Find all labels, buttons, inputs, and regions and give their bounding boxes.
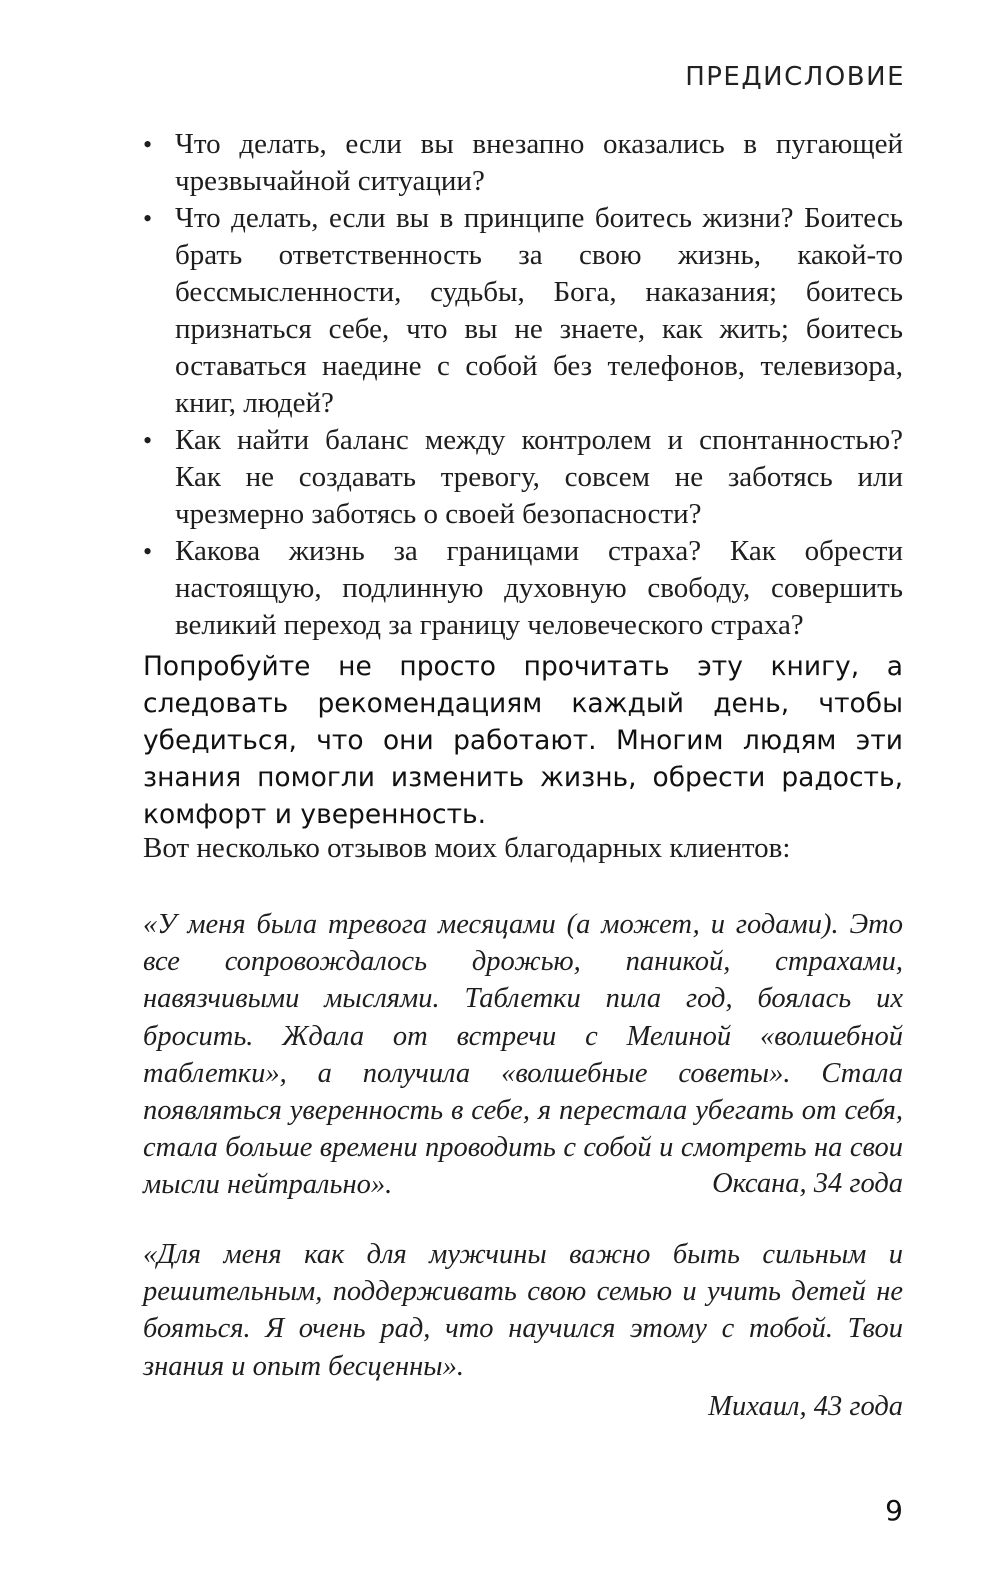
list-item: • Что делать, если вы внезапно оказались в пугающей чрезвычайной ситуации? [143, 126, 903, 200]
testimonial-author: Михаил, 43 года [708, 1391, 903, 1422]
testimonial-author: Оксана, 34 года [712, 1168, 903, 1199]
testimonial-quote: «У меня была тревога месяцами (а может, и годами). Это все сопровождалось дрожью, паникой, страхами, навязчивыми мыслями. Таблетки пила год, боялась их бросить. Ждала от встречи с Мелиной «волшебной таблетки», а получила «волшебные советы». Стала появляться уверенность в себе, я перестала убегать от себя, стала больше времени проводить с собой и смотреть на свои мысли нейтрально». [143, 909, 903, 1201]
list-item: • Как найти баланс между контролем и спонтанностью? Как не создавать тревогу, совсем не заботясь или чрезмерно заботясь о своей безопасности? [143, 422, 903, 533]
page-number: 9 [885, 1494, 903, 1527]
list-item: • Что делать, если вы в принципе боитесь жизни? Боитесь брать ответственность за свою жизнь, какой-то бессмысленности, судьбы, Бога, наказания; боитесь признаться себе, что вы не знаете, как жить; боитесь оставаться наедине с собой без телефонов, телевизора, книг, людей? [143, 200, 903, 422]
callout-paragraph: Попробуйте не просто прочитать эту книгу, а следовать рекомендациям каждый день, чтобы убедиться, что они работают. Многим людям эти знания помогли изменить жизнь, обрести радость, комфорт и уверенность. [143, 651, 903, 830]
running-header: ПРЕДИСЛОВИЕ [685, 62, 905, 92]
question-list [143, 126, 903, 644]
testimonials-intro: Вот несколько отзывов моих благодарных клиентов: [143, 832, 791, 864]
testimonial-quote: «Для меня как для мужчины важно быть сильным и решительным, поддерживать свою семью и учить детей не бояться. Я очень рад, что научился этому с тобой. Твои знания и опыт бесценны». [143, 1239, 903, 1382]
list-item: • Какова жизнь за границами страха? Как обрести настоящую, подлинную духовную свободу, совершить великий переход за границу человеческого страха? [143, 533, 903, 644]
